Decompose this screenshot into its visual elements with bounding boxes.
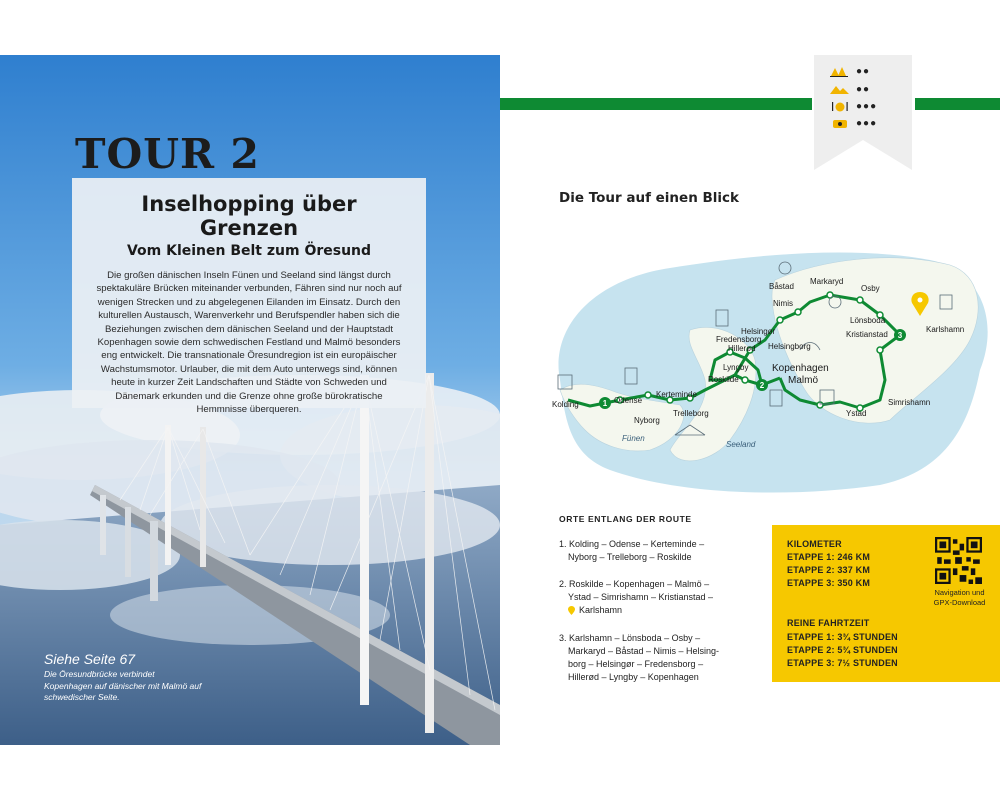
- route-line: 2. Roskilde – Kopenhagen – Malmö –: [559, 579, 710, 589]
- label-ystad: Ystad: [846, 409, 867, 418]
- map-heading: Die Tour auf einen Blick: [559, 190, 740, 206]
- stage-3-label: 3: [897, 331, 903, 340]
- label-helsingor: Helsingør: [741, 327, 776, 336]
- qr-label-line: Navigation und: [934, 588, 985, 597]
- label-kolding: Kolding: [552, 400, 579, 409]
- intro-subheading: Vom Kleinen Belt zum Öresund: [126, 243, 372, 259]
- label-seeland: Seeland: [726, 440, 756, 449]
- route-line: 1. Kolding – Odense – Kerteminde –: [559, 539, 705, 549]
- label-trelleborg: Trelleborg: [673, 409, 709, 418]
- km-stage-1: ETAPPE 1: 246 KM: [787, 552, 871, 562]
- route-map: [530, 240, 1000, 500]
- food-icon: [830, 101, 850, 112]
- route-line: Markaryd – Båstad – Nimis – Helsing-: [568, 646, 720, 656]
- label-roskilde: Roskilde: [708, 375, 739, 384]
- label-hillerod: Hillerød: [728, 344, 756, 353]
- route-line: Ystad – Simrishamn – Kristianstad –: [568, 592, 714, 602]
- route-line: 3. Karlshamn – Lönsboda – Osby –: [559, 633, 701, 643]
- route-line: Hillerød – Lyngby – Kopenhagen: [568, 672, 699, 682]
- intro-heading: Inselhopping über Grenzen: [141, 192, 357, 240]
- label-nimis: Nimis: [773, 299, 793, 308]
- stage-1-label: 1: [602, 399, 608, 408]
- route-line: Karlshamn: [579, 605, 623, 615]
- time-stage-2: ETAPPE 2: 5¾ STUNDEN: [787, 645, 898, 655]
- tour-title: TOUR 2: [75, 130, 260, 178]
- label-osby: Osby: [861, 284, 880, 293]
- route-places-heading: ORTE ENTLANG DER ROUTE: [559, 514, 692, 524]
- caption-title: Siehe Seite 67: [44, 651, 136, 667]
- nature-icon: [830, 66, 850, 77]
- intro-box: [72, 178, 426, 416]
- route-stage-2: [559, 578, 739, 617]
- time-heading: REINE FAHRTZEIT: [787, 618, 870, 628]
- label-lyngby: Lyngby: [723, 363, 749, 372]
- caption-text: Die Öresundbrücke verbindet Kopenhagen auf dänischer mit Malmö auf schwedischer Seite.: [44, 669, 202, 702]
- route-stage-3: [559, 632, 739, 684]
- label-karlshamn: Karlshamn: [926, 325, 965, 334]
- facts-box: [772, 525, 1000, 682]
- rating-food: [830, 101, 877, 112]
- label-kopenhagen: Kopenhagen: [772, 363, 829, 374]
- label-markaryd: Markaryd: [810, 277, 844, 286]
- label-odense: Odense: [614, 396, 643, 405]
- label-nyborg: Nyborg: [634, 416, 660, 425]
- km-heading: KILOMETER: [787, 539, 842, 549]
- intro-text: Die großen dänischen Inseln Fünen und Seeland sind längst durch spektakuläre Brücken miteinander verbunden, Fähren sind nur noch auf wenigen Strecken und zu abgelegenen Eilanden im Einsatz. Durch den kulturellen Austausch, Warenverkehr und Berufspendler haben sich die Beziehungen zwischen dem dänischen Seeland und der Hauptstadt Kopenhagen sowie dem schwedischen Festland und Malmö besonders eng entwickelt. Die transnationale Öresundregion ist ein europäischer Wachstumsmotor. Urlauber, die mit dem Auto unterwegs sind, können heute in kurzer Zeit Landschaften und Städte von Schweden und Dänemark erkunden und die Grenze ohne große bürokratische Hemmnisse überqueren.: [96, 270, 402, 416]
- route-stage-1: [559, 538, 739, 564]
- mountain-icon: [830, 84, 850, 95]
- stage-2-label: 2: [759, 381, 765, 390]
- km-stage-3: ETAPPE 3: 350 KM: [787, 578, 871, 588]
- label-lonsboda: Lönsboda: [850, 316, 886, 325]
- label-funen: Fünen: [622, 434, 645, 443]
- label-kristianstad: Kristianstad: [846, 330, 888, 339]
- rating-dots: ●●: [856, 84, 871, 95]
- pin-icon: [568, 606, 575, 615]
- time-stage-3: ETAPPE 3: 7½ STUNDEN: [787, 658, 898, 668]
- green-header-bar-right: [915, 98, 1000, 110]
- rating-sights: [830, 118, 877, 129]
- qr-label-line: GPX-Download: [933, 598, 986, 607]
- route-line: borg – Helsingør – Fredensborg –: [568, 659, 704, 669]
- green-header-bar: [500, 98, 812, 110]
- label-fredensborg: Fredensborg: [716, 335, 762, 344]
- label-kerteminde: Kerteminde: [656, 390, 697, 399]
- route-line: Nyborg – Trelleborg – Roskilde: [568, 552, 692, 562]
- label-simrishamn: Simrishamn: [888, 398, 931, 407]
- label-malmo: Malmö: [788, 375, 819, 386]
- rating-dots: ●●●: [856, 118, 878, 129]
- time-stage-1: ETAPPE 1: 3¾ STUNDEN: [787, 632, 898, 642]
- qr-code-icon[interactable]: [935, 537, 982, 584]
- sights-icon: [830, 118, 850, 129]
- rating-dots: ●●●: [856, 101, 878, 112]
- rating-dots: ●●: [856, 66, 871, 77]
- rating-mountain: [830, 84, 870, 95]
- label-bastad: Båstad: [769, 282, 794, 291]
- rating-nature: [830, 66, 870, 77]
- qr-label: [922, 588, 997, 608]
- label-helsingborg: Helsingborg: [768, 342, 811, 351]
- km-stage-2: ETAPPE 2: 337 KM: [787, 565, 871, 575]
